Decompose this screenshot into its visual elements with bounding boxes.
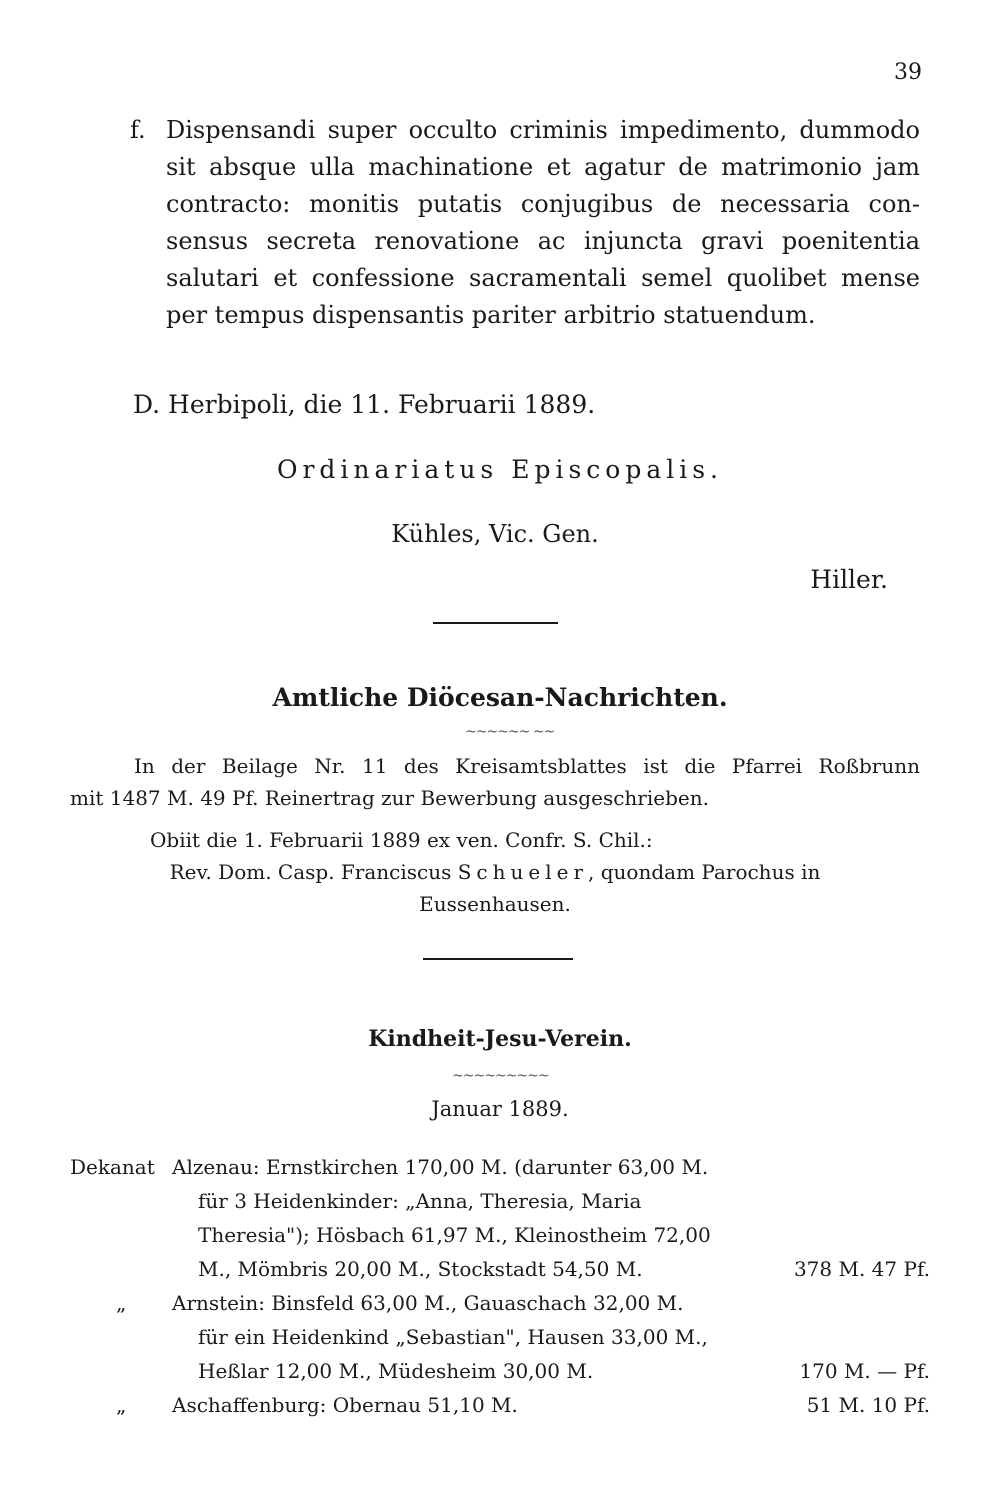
paragraph-line: contracto: monitis putatis conjugibus de necessaria con- xyxy=(166,190,920,218)
donation-row xyxy=(70,1252,930,1286)
heading-ornament: ~~~~~~ ~~ xyxy=(465,724,555,740)
donation-row xyxy=(70,1218,930,1252)
dateline: D. Herbipoli, die 11. Februarii 1889. xyxy=(133,390,596,419)
donation-row xyxy=(70,1184,930,1218)
signatory-vicar-general: Kühles, Vic. Gen. xyxy=(391,520,599,548)
row-lead: „ xyxy=(116,1393,127,1417)
donations-list xyxy=(70,1150,930,1422)
row-lead: „ xyxy=(116,1291,127,1315)
row-amount: 51 M. 10 Pf. xyxy=(806,1393,930,1417)
diocesan-news-text xyxy=(70,750,920,814)
obituary-line: Eussenhausen. xyxy=(419,892,571,916)
row-text: Alzenau: Ernstkirchen 170,00 M. (darunter 63,00 M. xyxy=(172,1155,709,1179)
row-amount: 378 M. 47 Pf. xyxy=(793,1257,930,1281)
paragraph-mark: f. xyxy=(130,116,146,144)
obituary-notice xyxy=(70,824,920,920)
paragraph-line: per tempus dispensantis pariter arbitrio statuendum. xyxy=(166,301,816,329)
obituary-line: Obiit die 1. Februarii 1889 ex ven. Confr. S. Chil.: xyxy=(150,828,653,852)
paragraph-line: salutari et confessione sacramentali semel quolibet mense xyxy=(166,264,920,292)
signatory-secretary: Hiller. xyxy=(810,565,888,594)
deceased-name: Schueler xyxy=(457,860,589,884)
section-heading-kindheit-jesu-verein: Kindheit-Jesu-Verein. xyxy=(368,1026,632,1052)
page-number: 39 xyxy=(894,60,922,85)
obituary-line xyxy=(70,856,920,888)
ordinariatus-signature: Ordinariatus Episcopalis. xyxy=(276,455,724,484)
heading-ornament: ~~~~~~~~~ xyxy=(452,1068,549,1084)
report-month: Januar 1889. xyxy=(431,1097,569,1121)
paragraph-line: Dispensandi super occulto criminis impedimento, dummodo xyxy=(166,116,920,144)
news-line: mit 1487 M. 49 Pf. Reinertrag zur Bewerbung ausgeschrieben. xyxy=(70,786,709,810)
section-divider xyxy=(433,622,558,624)
paragraph-line: sit absque ulla machinatione et agatur de matrimonio jam xyxy=(166,153,920,181)
row-lead: Dekanat xyxy=(70,1155,155,1179)
paragraph-f xyxy=(130,112,920,334)
row-text: für 3 Heidenkinder: „Anna, Theresia, Maria xyxy=(198,1189,642,1213)
donation-row xyxy=(70,1150,930,1184)
donation-row xyxy=(70,1388,930,1422)
row-text: Arnstein: Binsfeld 63,00 M., Gauaschach 32,00 M. xyxy=(172,1291,684,1315)
donation-row xyxy=(70,1354,930,1388)
donation-row xyxy=(70,1286,930,1320)
row-text: Theresia"); Hösbach 61,97 M., Kleinostheim 72,00 xyxy=(198,1223,711,1247)
donation-row xyxy=(70,1320,930,1354)
paragraph-line: sensus secreta renovatione ac injuncta gravi poenitentia xyxy=(166,227,920,255)
obituary-text: , quondam Parochus in xyxy=(588,860,821,884)
section-divider xyxy=(423,958,573,960)
news-line: In der Beilage Nr. 11 des Kreisamtsblattes ist die Pfarrei Roßbrunn xyxy=(134,754,920,778)
row-text: Aschaffenburg: Obernau 51,10 M. xyxy=(172,1393,518,1417)
row-text: für ein Heidenkind „Sebastian", Hausen 33,00 M., xyxy=(198,1325,708,1349)
row-text: M., Mömbris 20,00 M., Stockstadt 54,50 M. xyxy=(198,1257,643,1281)
obituary-text: Rev. Dom. Casp. Franciscus xyxy=(169,860,458,884)
row-text: Heßlar 12,00 M., Müdesheim 30,00 M. xyxy=(198,1359,594,1383)
section-heading-diocesan-news: Amtliche Diöcesan-Nachrichten. xyxy=(272,683,728,712)
row-amount: 170 M. — Pf. xyxy=(799,1359,930,1383)
